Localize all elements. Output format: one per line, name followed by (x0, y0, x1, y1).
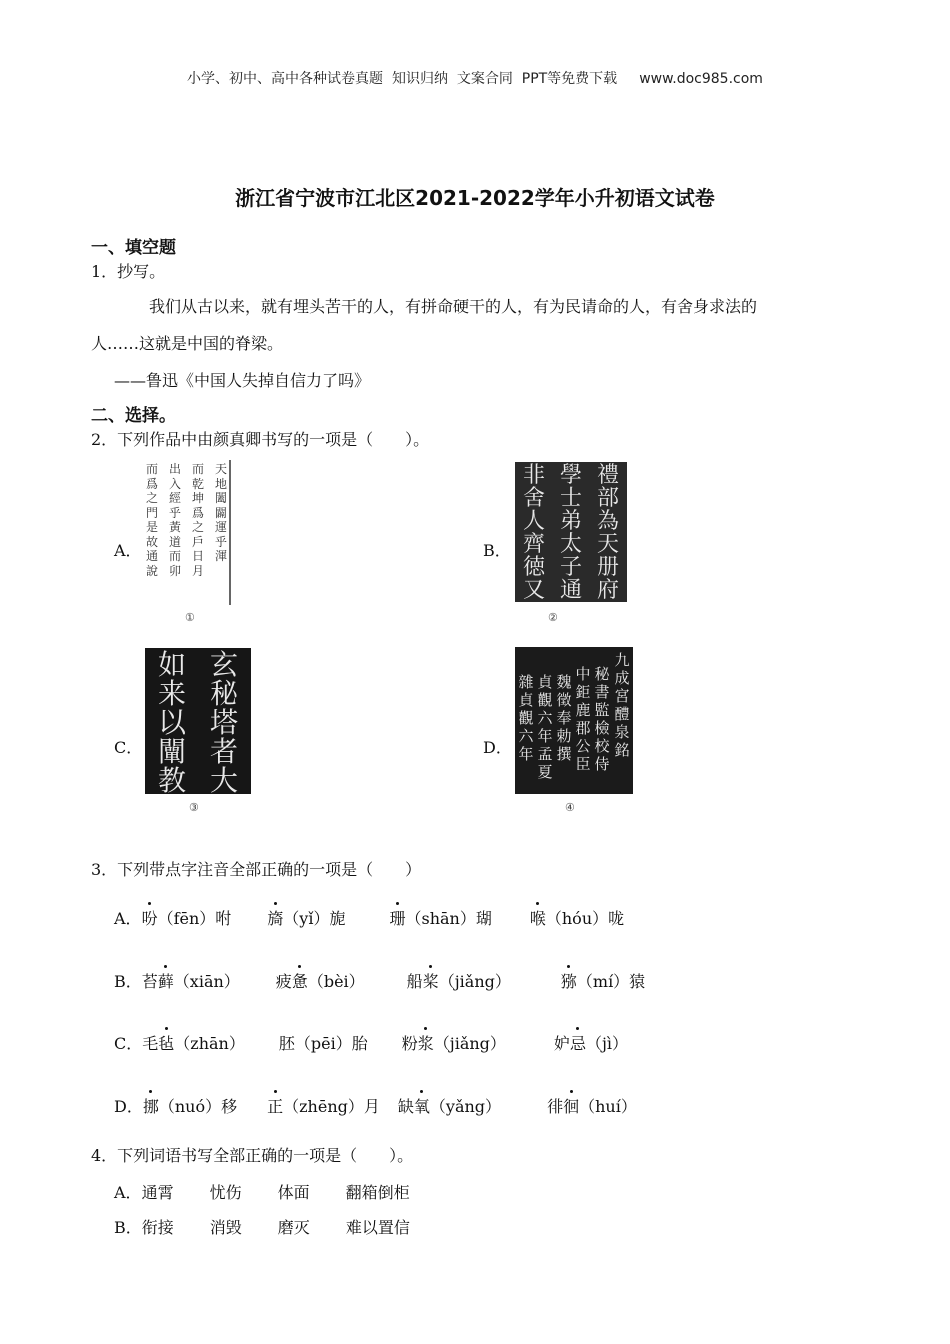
calligraphy-c-col2: 如来以闡教 (157, 648, 186, 797)
pinyin-word: （zhēng）月 (283, 1097, 380, 1116)
calligraphy-d-col3: 中鉅鹿郡公臣 (575, 665, 591, 773)
word: 磨灭 (277, 1218, 310, 1237)
caption-1: ① (185, 611, 195, 624)
calligraphy-a-col3: 出入經乎黃道而卯 (168, 462, 181, 578)
calligraphy-d-col6: 雜貞觀六年 (518, 673, 534, 763)
pinyin-word: （mí）猿 (576, 972, 646, 991)
option-label: B． (114, 972, 142, 991)
section-heading-fill: 一、填空题 (91, 238, 176, 258)
plain-char: 苔 (141, 972, 158, 991)
calligraphy-a-col4: 而爲之門是故通說 (145, 462, 158, 578)
pinyin-word: （nuó）移 (158, 1097, 238, 1116)
calligraphy-b-col1: 禮部為天册府 (596, 463, 619, 603)
dotted-char: 氧 (414, 1094, 430, 1117)
q1-passage-line1: 我们从古以来，就有埋头苦干的人，有拼命硬干的人，有为民请命的人，有舍身求法的 (149, 297, 758, 316)
dotted-char: 毡 (158, 1031, 174, 1054)
q2-option-a-label[interactable]: A． (114, 541, 142, 560)
q1-passage-line2: 人……这就是中国的脊梁。 (91, 334, 284, 353)
plain-char: 疲 (275, 972, 292, 991)
plain-char: 毛 (142, 1034, 159, 1053)
pinyin: （xiān） (173, 972, 240, 991)
word: 体面 (277, 1183, 310, 1202)
pinyin: （jiǎng） (433, 1034, 506, 1053)
plain-char: 船 (406, 972, 423, 991)
plain-char: 妒 (553, 1034, 570, 1053)
calligraphy-b-col2: 學士弟太子通 (559, 463, 582, 603)
q2-stem: 2．下列作品中由颜真卿书写的一项是（ ）。 (91, 430, 430, 449)
page-header (0, 68, 950, 88)
q3-option-a[interactable] (114, 906, 624, 929)
header-url[interactable]: www.doc985.com (639, 71, 763, 87)
q4-option-b[interactable] (114, 1215, 410, 1238)
pinyin-word: 胚（pēi）胎 (278, 1034, 368, 1053)
word: 衔接 (141, 1218, 174, 1237)
q2-option-c-label[interactable]: C． (114, 738, 143, 757)
calligraphy-a-col1: 天地闔闢運乎渾 (214, 462, 227, 563)
pinyin: （yǎng） (429, 1097, 502, 1116)
plain-char: 缺 (397, 1097, 414, 1116)
q4-option-a[interactable] (114, 1180, 410, 1203)
calligraphy-d-col5: 貞觀六年孟夏 (537, 673, 553, 781)
dotted-char: 吩 (142, 906, 158, 929)
word: 难以置信 (345, 1218, 410, 1237)
word: 消毁 (209, 1218, 242, 1237)
dotted-char: 旖 (267, 906, 283, 929)
word: 翻箱倒柜 (345, 1183, 410, 1202)
calligraphy-b-col3: 非舍人齊徳又 (522, 463, 545, 603)
dotted-char: 挪 (143, 1094, 159, 1117)
option-label: A． (114, 909, 142, 928)
option-label: B． (114, 1218, 142, 1237)
pinyin: （bèi） (307, 972, 365, 991)
pinyin: （huí） (579, 1097, 637, 1116)
q2-option-d-label[interactable]: D． (483, 738, 512, 757)
calligraphy-d-col1: 九成宮醴泉銘 (614, 651, 630, 759)
dotted-char: 喉 (530, 906, 546, 929)
calligraphy-image-a[interactable] (143, 460, 235, 605)
pinyin: （zhān） (174, 1034, 245, 1053)
q2-option-b-label[interactable]: B． (483, 541, 511, 560)
caption-2: ② (548, 611, 558, 624)
calligraphy-c-col1: 玄秘塔者大 (209, 648, 238, 797)
dotted-char: 珊 (389, 906, 405, 929)
q1-source: ——鲁迅《中国人失掉自信力了吗》 (114, 371, 371, 390)
option-label: D． (114, 1097, 143, 1116)
dotted-char: 正 (267, 1094, 283, 1117)
q3-stem: 3．下列带点字注音全部正确的一项是（ ） (91, 860, 422, 879)
calligraphy-d-col4: 魏徵奉勅撰 (556, 673, 572, 763)
dotted-char: 惫 (292, 969, 308, 992)
caption-3: ③ (189, 801, 199, 814)
q3-option-c[interactable] (114, 1031, 628, 1054)
calligraphy-image-d[interactable] (515, 647, 633, 794)
word: 忧伤 (209, 1183, 242, 1202)
image-border (229, 460, 231, 605)
dotted-char: 藓 (158, 969, 174, 992)
pinyin-word: （yǐ）旎 (283, 909, 346, 928)
q1-stem: 1．抄写。 (91, 262, 166, 281)
option-label: A． (114, 1183, 142, 1202)
calligraphy-image-b[interactable] (515, 462, 627, 602)
calligraphy-image-c[interactable] (145, 648, 251, 797)
dotted-char: 徊 (563, 1094, 579, 1117)
section-heading-choice: 二、选择。 (91, 406, 176, 426)
caption-4: ④ (565, 801, 575, 814)
page-title: 浙江省宁波市江北区2021-2022学年小升初语文试卷 (235, 186, 715, 210)
dotted-char: 猕 (561, 969, 577, 992)
calligraphy-a-col2: 而乾坤爲之戶日月 (191, 462, 204, 578)
calligraphy-d-col2: 秘書監檢校侍 (594, 665, 610, 773)
pinyin-word: （hóu）咙 (545, 909, 625, 928)
q3-option-d[interactable] (114, 1094, 637, 1117)
dotted-char: 浆 (418, 1031, 434, 1054)
word: 通霄 (141, 1183, 174, 1202)
plain-char: 徘 (547, 1097, 564, 1116)
pinyin-word: （fēn）咐 (157, 909, 232, 928)
q4-stem: 4．下列词语书写全部正确的一项是（ ）。 (91, 1146, 414, 1165)
dotted-char: 桨 (423, 969, 439, 992)
plain-char: 粉 (401, 1034, 418, 1053)
dotted-char: 忌 (570, 1031, 586, 1054)
q3-option-b[interactable] (114, 969, 645, 992)
pinyin: （jì） (585, 1034, 629, 1053)
option-label: C． (114, 1034, 143, 1053)
pinyin-word: （shān）瑚 (405, 909, 492, 928)
pinyin: （jiǎng） (438, 972, 511, 991)
header-text: 小学、初中、高中各种试卷真题 知识归纳 文案合同 PPT等免费下载 (187, 71, 618, 87)
